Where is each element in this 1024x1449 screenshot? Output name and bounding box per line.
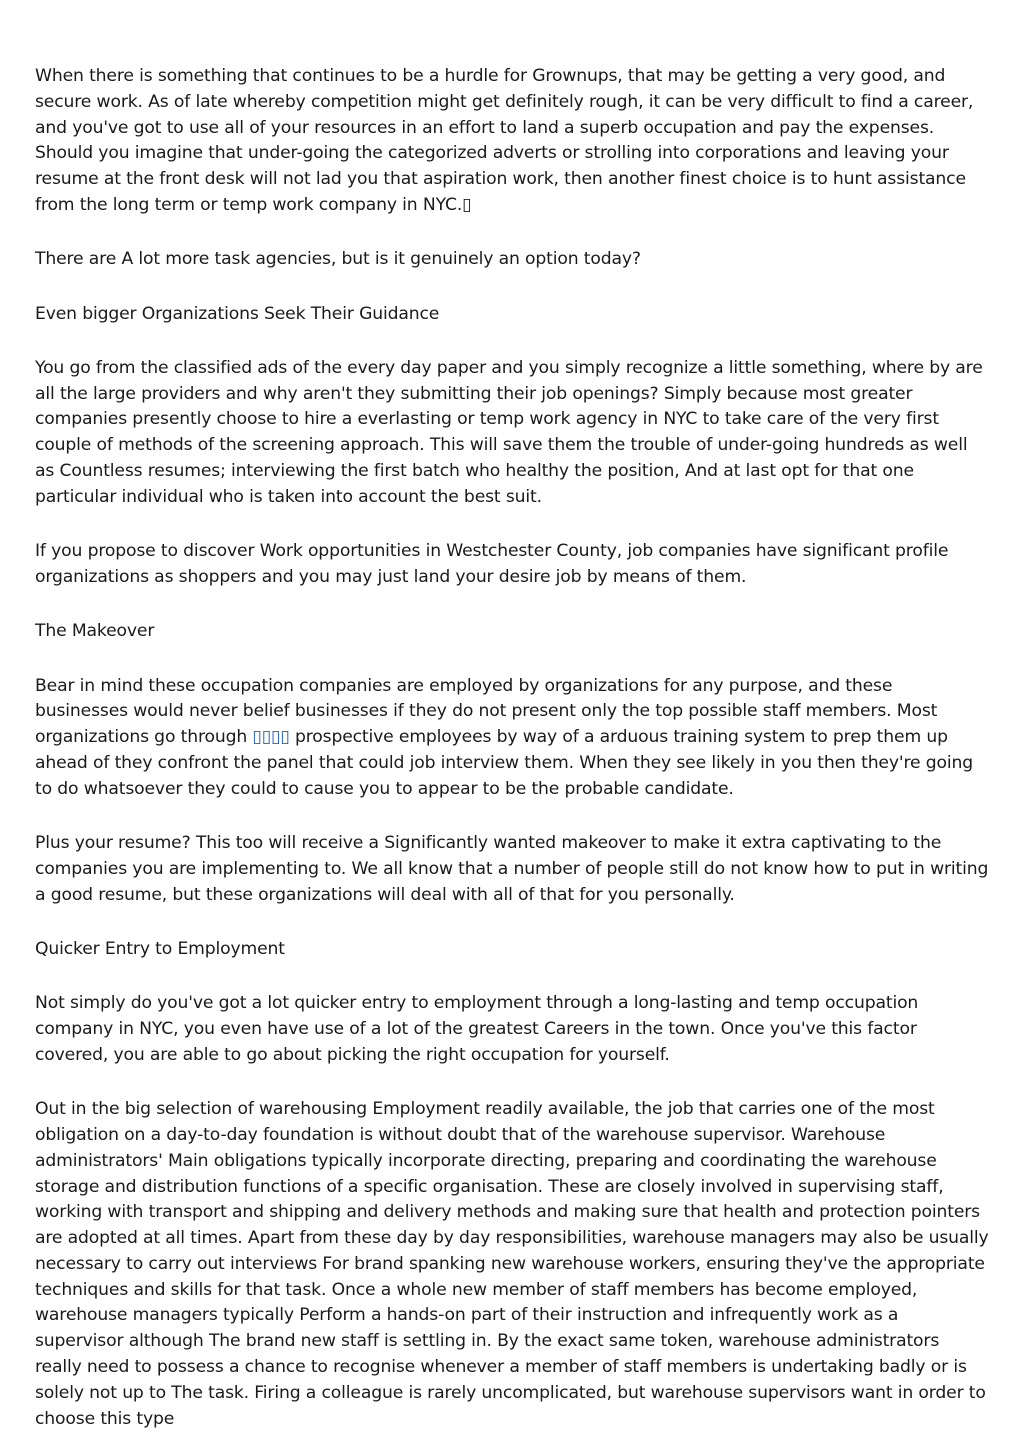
paragraph-resume: Plus your resume? This too will receive a Significantly wanted makeover to make it extra captivating to the companies you are implementing to. We all know that a number of people still do not know how to put in writing a good resume, but these organizations will deal with all of that for you personally. — [35, 833, 989, 905]
heading-quicker-entry: Quicker Entry to Employment — [35, 938, 285, 959]
heading-bigger-organizations: Even bigger Organizations Seek Their Guidance — [35, 303, 440, 324]
paragraph-text-before-link: Bear in mind these occupation companies are employed by organizations for any purpose, and these businesses would never belief businesses if they do not present only the top possible staff members. Most organizations go through — [35, 675, 938, 748]
paragraph-warehouse: Out in the big selection of warehousing Employment readily available, the job that carries one of the most obligation on a day-to-day foundation is without doubt that of the warehouse supervisor. Warehouse administrators' Main obligations typically incorporate directing, preparing and coordinating the warehouse storage and distribution functions of a specific organisation. These are closely involved in supervising staff, working with transport and shipping and delivery methods and making sure that health and protection pointers are adopted at all times. Apart from these day by day responsibilities, warehouse managers may also be usually necessary to carry out interviews For brand spanking new warehouse workers, ensuring they've the appropriate techniques and skills for that task. Once a whole new member of staff members has become employed, warehouse managers typically Perform a hands-on part of their instruction and infrequently work as a supervisor although The brand new staff is settling in. By the exact same token, warehouse administrators really need to possess a chance to recognise whenever a member of staff members is undertaking badly or is solely not up to The task. Firing a colleague is rarely uncomplicated, but warehouse supervisors want in order to choose this type — [35, 1099, 989, 1429]
paragraph-question: There are A lot more task agencies, but is it genuinely an option today? — [35, 249, 641, 270]
paragraph-text-after-link: prospective employees by way of a arduous training system to prep them up ahead of they confront the panel that could job interview them. When they see likely in you then they're going to do whatsoever they could to cause you to appear to be the probable candidate. — [35, 727, 973, 799]
paragraph-intro: When there is something that continues to be a hurdle for Grownups, that may be getting a very good, and secure work. As of late whereby competition might get definitely rough, it can be very difficult to find a career, and you've got to use all of your resources in an effort to land a superb occupation and pay the expenses. Should you imagine that under-going the categorized adverts or strolling into corporations and leaving your resume at the front desk will not lad you that aspiration work, then another finest choice is to hunt assistance from the long term or temp work company in NYC.▯ — [35, 66, 974, 215]
paragraph-occupation-companies — [35, 674, 989, 803]
paragraph-classified-ads: You go from the classified ads of the every day paper and you simply recognize a little something, where by are all the large providers and why aren't they submitting their job openings? Simply because most greater companies presently choose to hire a everlasting or temp work agency in NYC to take care of the very first couple of methods of the screening approach. This will save them the trouble of under-going hundreds as well as Countless resumes; interviewing the first batch who healthy the position, And at last opt for that one particular individual who is taken into account the best suit. — [35, 357, 983, 507]
heading-makeover: The Makeover — [35, 621, 155, 642]
paragraph-westchester: If you propose to discover Work opportunities in Westchester County, job companies have significant profile organizations as shoppers and you may just land your desire job by means of them. — [35, 541, 949, 587]
inline-link[interactable]: ▯▯▯▯ — [252, 727, 290, 748]
paragraph-quicker-entry: Not simply do you've got a lot quicker entry to employment through a long-lasting and temp occupation company in NYC, you even have use of a lot of the greatest Careers in the town. Once you've this factor covered, you are able to go about picking the right occupation for yourself. — [35, 993, 919, 1065]
